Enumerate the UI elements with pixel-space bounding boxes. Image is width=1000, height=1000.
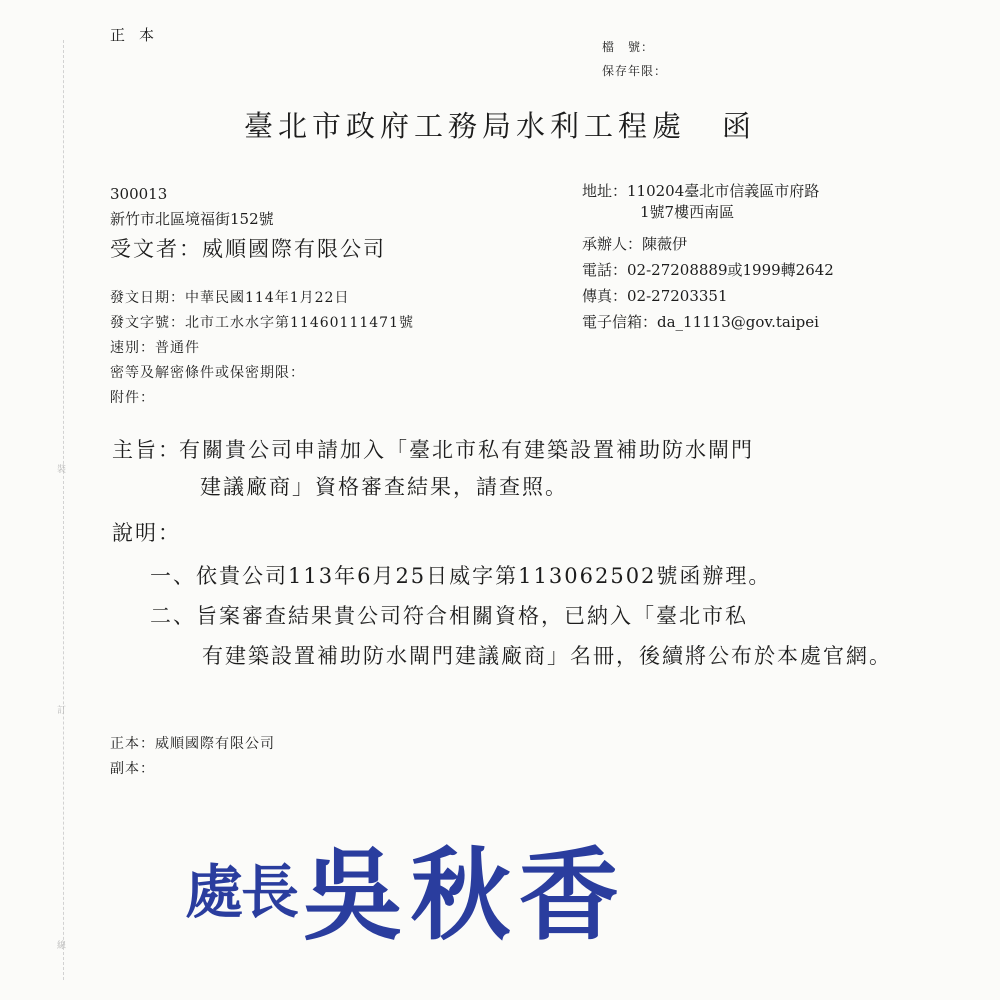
document-title bbox=[0, 104, 1000, 145]
explanation-item-2 bbox=[150, 596, 900, 676]
recipient: 受文者：威順國際有限公司 bbox=[110, 237, 386, 261]
subject-text-continued: 建議廠商」資格審查結果，請查照。 bbox=[200, 475, 568, 499]
issuing-agency: 臺北市政府工務局水利工程處 bbox=[243, 109, 686, 143]
contact-officer: 承辦人：陳薇伊 bbox=[582, 235, 688, 253]
item-number: 一、 bbox=[150, 564, 196, 588]
confidentiality: 密等及解密條件或保密期限： bbox=[110, 365, 305, 381]
urgency: 速別：普通件 bbox=[110, 340, 200, 356]
original-recipient: 正本：威順國際有限公司 bbox=[110, 736, 275, 752]
item-text: 旨案審查結果貴公司符合相關資格，已納入「臺北市私 bbox=[196, 604, 748, 628]
seal-name: 吳秋香 bbox=[302, 836, 627, 954]
copy-mark: 正本 bbox=[110, 26, 169, 44]
explanation-label: 說明： bbox=[112, 521, 181, 545]
explanation-item-1 bbox=[150, 556, 900, 596]
contact-phone: 電話：02-27208889或1999轉2642 bbox=[582, 261, 834, 279]
issue-date: 發文日期：中華民國114年1月22日 bbox=[110, 290, 350, 306]
binding-line bbox=[63, 40, 64, 980]
copy-recipient: 副本： bbox=[110, 761, 155, 777]
item-number: 二、 bbox=[150, 604, 196, 628]
file-number-label: 檔 號： bbox=[602, 40, 655, 54]
postal-code: 300013 bbox=[110, 185, 168, 203]
contact-fax: 傳真：02-27203351 bbox=[582, 287, 728, 305]
document-number: 發文字號：北市工水水字第11460111471號 bbox=[110, 315, 414, 331]
recipient-address: 新竹市北區境福街152號 bbox=[110, 210, 274, 228]
item-text-continued: 有建築設置補助防水閘門建議廠商」名冊，後續將公布於本處官網。 bbox=[202, 644, 892, 668]
subject-label: 主旨： bbox=[112, 438, 181, 462]
subject-text: 有關貴公司申請加入「臺北市私有建築設置補助防水閘門 bbox=[179, 438, 754, 462]
binding-mark-zhuang: 裝 bbox=[57, 465, 67, 475]
contact-email: 電子信箱：da_11113@gov.taipei bbox=[582, 313, 819, 331]
item-text: 依貴公司113年6月25日威字第113062502號函辦理。 bbox=[196, 564, 772, 588]
document-type: 函 bbox=[722, 109, 757, 143]
subject bbox=[112, 432, 902, 506]
agency-address: 地址：110204臺北市信義區市府路 1號7樓西南區 bbox=[582, 182, 820, 221]
binding-mark-ding: 訂 bbox=[57, 706, 67, 716]
retention-label: 保存年限： bbox=[602, 64, 668, 78]
seal-title: 處長 bbox=[185, 858, 298, 926]
director-seal bbox=[185, 815, 627, 959]
binding-mark-xian: 線 bbox=[57, 941, 67, 951]
attachments: 附件： bbox=[110, 390, 155, 406]
